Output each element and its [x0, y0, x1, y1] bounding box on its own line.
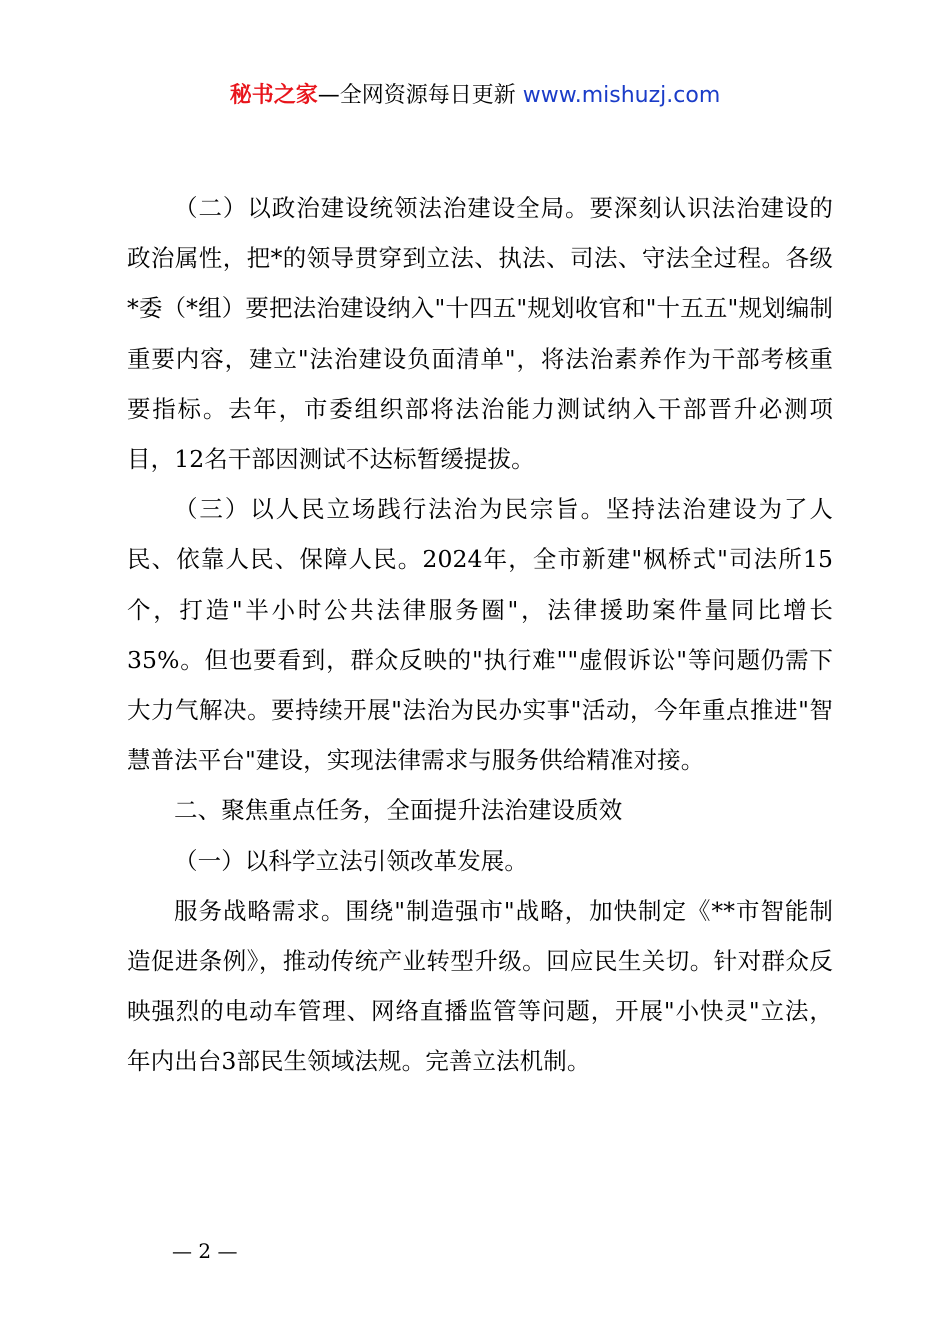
banner-brand: 秘书之家 — [229, 83, 318, 108]
section-heading-key-tasks: 二、聚焦重点任务，全面提升法治建设质效 — [174, 796, 623, 825]
banner-url-link[interactable]: www.mishuzj.com — [522, 83, 721, 108]
paragraph-people-stance: （三）以人民立场践行法治为民宗旨。坚持法治建设为了人民、依靠人民、保障人民。2024年，全市新建"枫桥式"司法所15个，打造"半小时公共法律服务圈"，法律援助案件量同比增长35%。但也要看到，群众反映的"执行难""虚假诉讼"等问题仍需下大力气解决。要持续开展"法治为民办实事"活动，今年重点推进"智慧普法平台"建设，实现法律需求与服务供给精准对接。 — [127, 495, 833, 775]
paragraph-political-construction: （二）以政治建设统领法治建设全局。要深刻认识法治建设的政治属性，把*的领导贯穿到立法、执法、司法、守法全过程。各级*委（*组）要把法治建设纳入"十四五"规划收官和"十五五"规划编制重要内容，建立"法治建设负面清单"，将法治素养作为干部考核重要指标。去年，市委组织部将法治能力测试纳入干部晋升必测项目，12名干部因测试不达标暂缓提拔。 — [127, 194, 833, 474]
paragraph-strategic-needs: 服务战略需求。围绕"制造强市"战略，加快制定《**市智能制造促进条例》，推动传统产业转型升级。回应民生关切。针对群众反映强烈的电动车管理、网络直播监管等问题，开展"小快灵"立法，年内出台3部民生领域法规。完善立法机制。 — [127, 896, 833, 1076]
site-banner — [0, 80, 950, 112]
banner-slogan: —全网资源每日更新 — [317, 83, 523, 108]
document-body — [127, 183, 833, 1087]
page-number: — 2 — — [172, 1239, 238, 1263]
subheading-scientific-legislation: （一）以科学立法引领改革发展。 — [174, 846, 528, 875]
